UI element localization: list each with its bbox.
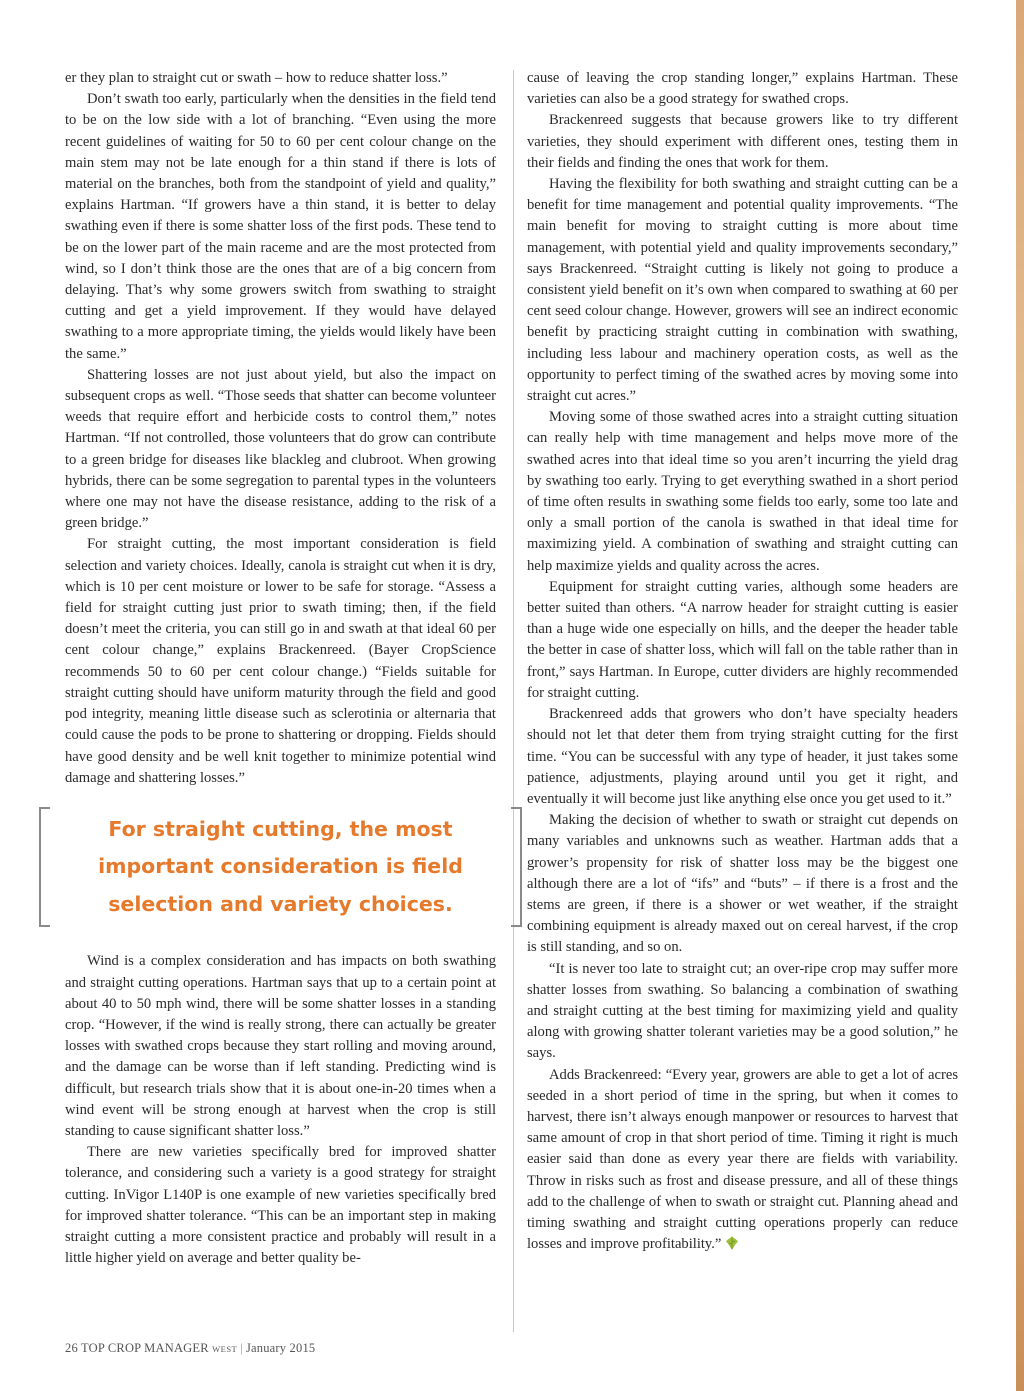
magazine-edition: WEST [212,1344,238,1354]
column-divider [513,70,514,1332]
issue-date: January 2015 [245,1341,316,1355]
article-paragraph: For straight cutting, the most important consideration is field selection and variety choices. Ideally, canola is straight cut when it is dry, which is 10 per cent moisture or lower to be safe for storage. “Assess a field for straight cutting just prior to swath timing; then, if the field doesn’t meet the criteria, you can still go in and swath at that ideal 60 per cent colour change,” explains Brackenreed. (Bayer CropScience recommends 50 to 60 per cent colour change.) “Fields suitable for straight cutting should have uniform maturity through the field and good pod integrity, meaning little disease such as sclerotinia or alternaria that could cause the pods to be prone to shattering or dropping. Fields should have good density and be well knit together to minimize potential wind damage and shattering losses.” [65,536,496,786]
page-number: 26 [65,1341,78,1355]
article-paragraph: Moving some of those swathed acres into a straight cutting situation can really help with time management and helps move more of the swathed acres into that ideal time so you aren’t incurring the yield drag by swathing too early. Trying to get everything swathed in a short period of time often results in swathing some fields too early, some too late and only a small portion of the canola is swathed in that ideal time for maximizing yield. A combination of swathing and straight cutting can help maximize yields and quality across the acres. [527,409,958,574]
page-footer [65,1341,315,1356]
article-paragraph: “It is never too late to straight cut; an over-ripe crop may suffer more shatter losses from swathing. So balancing a combination of swathing and straight cutting at the best timing for maximizing yield and quality along with growing shatter tolerant varieties may be a good solution,” he says. [527,960,958,1062]
article-paragraph: er they plan to straight cut or swath – how to reduce shatter loss.” [65,70,448,86]
article-paragraph: Don’t swath too early, particularly when the densities in the field tend to be on the low side with a lot of branching. “Even using the more recent guidelines of waiting for 50 to 60 per cent colour change on the main stem may not be late enough for a thin stand if there is lots of material on the branches, both from the standpoint of yield and quality,” explains Hartman. “If growers have a thin stand, it is better to delay swathing even if there is some shatter loss of the first pods. These tend to be on the lower part of the main raceme and are the most protected from wind, so I don’t think those are the ones that are of a big concern from delaying. That’s why some growers switch from swathing to straight cutting and get a yield improvement. If they would have delayed swathing to a more appropriate timing, the yields would likely have been the same.” [65,91,496,362]
article-paragraph: Equipment for straight cutting varies, although some headers are better suited than others. “A narrow header for straight cutting is easier than a huge wide one especially on hills, and the deeper the header table the better in case of shatter loss, which will fall on the table rather than in front,” says Hartman. In Europe, cutter dividers are highly recommended for straight cutting. [527,578,958,701]
final-paragraph [527,1065,958,1256]
right-column [527,68,958,1255]
article-paragraph: Having the flexibility for both swathing and straight cutting can be a benefit for time management and potential quality improvements. “The main benefit for moving to straight cutting is more about time management, with potential yield and quality improvements secondary,” says Brackenreed. “Straight cutting is likely not going to produce a consistent yield benefit on it’s own when compared to swathing at 60 per cent seed colour change. However, growers will see an indirect economic benefit by practicing straight cutting in combination with swathing, including less labour and machinery operation costs, as well as the opportunity to perfect timing of the swathed acres by moving some into straight cut acres.” [527,176,958,405]
article-paragraph: There are new varieties specifically bred for improved shatter tolerance, and considering such a variety is a good strategy for straight cutting. InVigor L140P is one example of new varieties specifically bred for improved shatter tolerance. “This can be an important step in making straight cutting a more consistent practice and probably will result in a little higher yield on average and better quality be- [65,1144,496,1267]
footer-separator: | [240,1341,243,1355]
article-paragraph: Brackenreed suggests that because growers like to try different varieties, they should experiment with different ones, testing them in their fields and finding the ones that work for them. [527,112,958,171]
final-paragraph-text: Adds Brackenreed: “Every year, growers are able to get a lot of acres seeded in a short period of time in the spring, but when it comes to harvest, there isn’t always enough manpower or resources to harvest that same amount of crop in that short period of time. Timing it right is much easier said than done as every year there are fields with variability. Throw in risks such as frost and disease pressure, and all of these things add to the challenge of when to swath or straight cut. Planning ahead and timing swathing and straight cutting operations properly can reduce losses and improve profitability.” [527,1066,958,1253]
canola-leaf-icon [724,1235,740,1251]
article-paragraph: Shattering losses are not just about yield, but also the impact on subsequent crops as well. “Those seeds that shatter can become volunteer weeds that require effort and herbicide costs to control them,” notes Hartman. “If not controlled, those volunteers that do grow can contribute to a green bridge for diseases like blackleg and clubroot. When growing hybrids, there can be some segregation to parental types in the volunteers where one may not have the disease resistance, adding to the risk of a green bridge.” [65,366,496,532]
article-paragraph: cause of leaving the crop standing longer,” explains Hartman. These varieties can also be a good strategy for swathed crops. [527,70,958,108]
pull-quote-right-bracket [511,807,522,928]
article-paragraph: Brackenreed adds that growers who don’t have specialty headers should not let that deter them from trying straight cutting for the first time. “You can be successful with any type of header, it just takes some patience, adjustments, playing around until you get it right, and eventually it will become just like anything else once you get used to it.” [527,706,958,807]
pull-quote-left-bracket [39,807,50,928]
page-edge-color-bar [1016,0,1024,1391]
article-paragraph: Wind is a complex consideration and has impacts on both swathing and straight cutting operations. Hartman says that up to a certain point at about 40 to 50 mph wind, there will be some shatter losses in a standing crop. “However, if the wind is really strong, there can actually be greater losses with swathed crops because they start rolling and moving around, and the damage can be worse than if left standing. Predicting wind is difficult, but research trials show that it is about one-in-20 times when a wind event will be strong enough at harvest when the crop is still standing to cause significant shatter loss.” [65,953,496,1140]
pull-quote [39,805,522,930]
article-paragraph: Making the decision of whether to swath or straight cut depends on many variables and unknowns such as weather. Hartman adds that a grower’s propensity for risk of shatter loss may be the biggest one although there are a lot of “ifs” and “buts” – if there is a frost and the stems are green, if there is a shower or wet weather, if the straight combining equipment is already maxed out on cereal harvest, if the crop is still standing, and so on. [527,812,958,956]
left-column [65,68,496,1269]
pull-quote-text: For straight cutting, the most important consideration is field selection and variety choices. [98,816,463,916]
magazine-name: TOP CROP MANAGER [81,1341,209,1355]
